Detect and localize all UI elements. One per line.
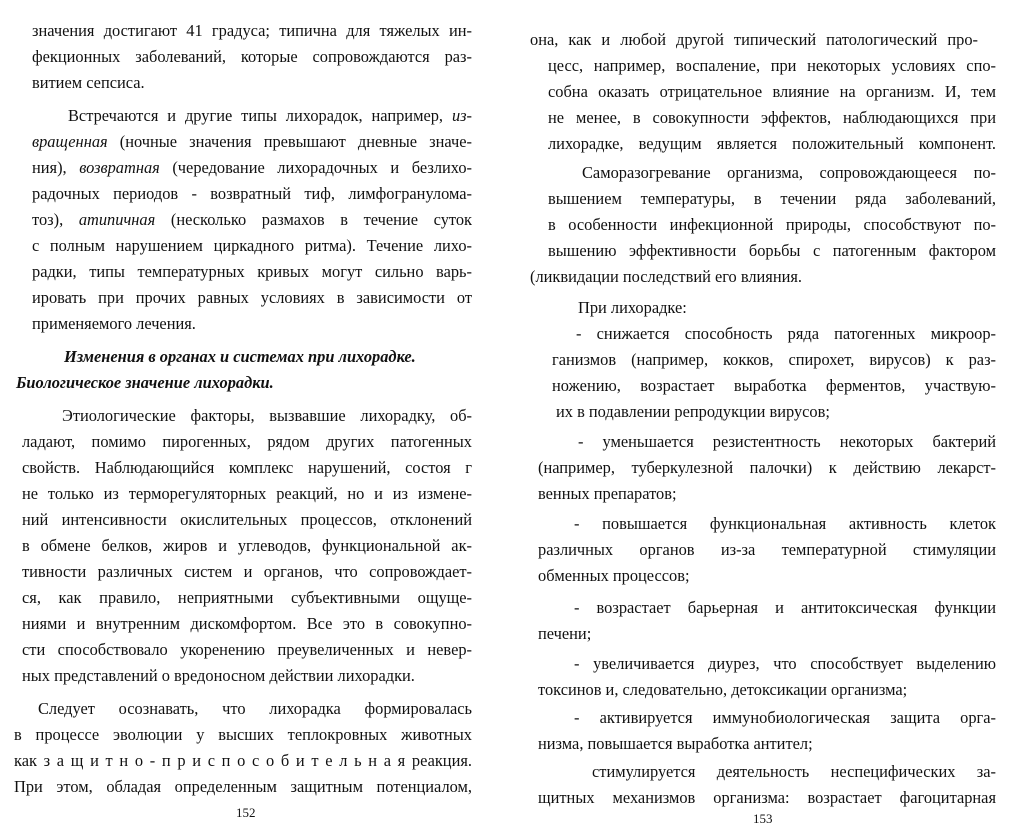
list-item: - возрастает барьерная и антитоксическая функции bbox=[574, 598, 996, 617]
text-line: Встречаются и другие типы лихорадок, например, из- bbox=[68, 106, 472, 125]
text-line: При этом, обладая определенным защитным потенциалом, bbox=[14, 777, 472, 796]
text-line: как з а щ и т н о - п р и с п о с о б и т е л ь н а я реакция. bbox=[14, 751, 472, 770]
text-line: свойств. Наблюдающийся комплекс нарушений, состоя г bbox=[22, 458, 472, 477]
text-line: ний интенсивности окислительных процессов, отклонений bbox=[22, 510, 472, 529]
text-line: вращенная (ночные значения превышают дневные значе- bbox=[32, 132, 472, 151]
list-item: - повышается функциональная активность клеток bbox=[574, 514, 996, 533]
page-number: 153 bbox=[753, 811, 773, 826]
list-item: - активируется иммунобиологическая защита орга- bbox=[574, 708, 996, 727]
text-line: не только из терморегуляторных реакций, но и из измене- bbox=[22, 484, 472, 503]
text-line: их в подавлении репродукции вирусов; bbox=[556, 402, 830, 421]
text-line: токсинов и, следовательно, детоксикации организма; bbox=[538, 680, 908, 699]
text-line: Саморазогревание организма, сопровождающееся по- bbox=[582, 163, 996, 182]
right-page bbox=[512, 0, 1024, 839]
text-line: тивности различных систем и органов, что сопровождает- bbox=[22, 562, 472, 581]
text-line: ных представлений о вредоносном действии лихорадки. bbox=[22, 666, 415, 685]
text-line: она, как и любой другой типический патологический про- bbox=[530, 30, 978, 49]
text-line: витием сепсиса. bbox=[32, 73, 145, 92]
text-line: щитных механизмов организма: возрастает фагоцитарная bbox=[538, 788, 996, 807]
text-line: (например, туберкулезной палочки) к действию лекарст- bbox=[538, 458, 996, 477]
text-line: печени; bbox=[538, 624, 592, 643]
text-line: применяемого лечения. bbox=[32, 314, 196, 333]
section-heading: Изменения в органах и системах при лихорадке. bbox=[64, 347, 416, 366]
text-line: ганизмов (например, кокков, спирохет, вирусов) к раз- bbox=[552, 350, 996, 369]
text-line: ножению, возрастает выработка ферментов, участвую- bbox=[552, 376, 996, 395]
text-line: низма, повышается выработка антител; bbox=[538, 734, 813, 753]
text-line: ния), возвратная (чередование лихорадочных и безлихо- bbox=[32, 158, 472, 177]
text-line: тоз), атипичная (несколько размахов в течение суток bbox=[32, 210, 472, 229]
text-line: собна оказать отрицательное влияние на организм. И, тем bbox=[548, 82, 996, 101]
text-line: ниями и внутренним дискомфортом. Все это в совокупно- bbox=[22, 614, 472, 633]
page-number: 152 bbox=[236, 805, 256, 820]
text-line: вышению эффективности борьбы с патогенным фактором bbox=[548, 241, 996, 260]
text-line: Этиологические факторы, вызвавшие лихорадку, об- bbox=[62, 406, 472, 425]
text-line: (ликвидации последствий его влияния. bbox=[530, 267, 803, 286]
list-item: - увеличивается диурез, что способствует выделению bbox=[574, 654, 996, 673]
text-line: значения достигают 41 градуса; типична для тяжелых ин- bbox=[32, 21, 472, 40]
text-line: в процессе эволюции у высших теплокровных животных bbox=[14, 725, 472, 744]
text-line: ладают, помимо пирогенных, рядом других патогенных bbox=[22, 432, 472, 451]
text-line: ся, как правило, неприятными субъективными ощуще- bbox=[22, 588, 472, 607]
text-line: радочных периодов - возвратный тиф, лимфогранулома- bbox=[32, 184, 472, 203]
text-line: ировать при прочих равных условиях в зависимости от bbox=[32, 288, 472, 307]
list-item: - уменьшается резистентность некоторых бактерий bbox=[578, 432, 996, 451]
text-line: цесс, например, воспаление, при некоторых условиях спо- bbox=[548, 56, 996, 75]
text-line: обменных процессов; bbox=[538, 566, 690, 585]
text-line: вышением температуры, в течении ряда заболеваний, bbox=[548, 189, 996, 208]
list-item: - снижается способность ряда патогенных микроор- bbox=[576, 324, 996, 343]
text-line: различных органов из-за температурной стимуляции bbox=[538, 540, 996, 559]
text-line: Следует осознавать, что лихорадка формировалась bbox=[38, 699, 472, 718]
text-line: с полным нарушением циркадного ритма). Течение лихо- bbox=[32, 236, 472, 255]
list-item: стимулируется деятельность неспецифических за- bbox=[592, 762, 996, 781]
text-line: лихорадке, ведущим является положительный компонент. bbox=[548, 134, 996, 153]
text-line: сти способствовало укоренению преувеличенных и невер- bbox=[22, 640, 472, 659]
left-page bbox=[0, 0, 500, 839]
text-line: фекционных заболеваний, которые сопровождаются раз- bbox=[32, 47, 472, 66]
text-line: радки, типы температурных кривых могут сильно варь- bbox=[32, 262, 472, 281]
text-line: При лихорадке: bbox=[578, 298, 687, 317]
text-line: не менее, в совокупности эффектов, наблюдающихся при bbox=[548, 108, 996, 127]
text-line: в особенности инфекционной природы, способствуют по- bbox=[548, 215, 996, 234]
text-line: венных препаратов; bbox=[538, 484, 677, 503]
section-heading: Биологическое значение лихорадки. bbox=[16, 373, 274, 392]
text-line: в обмене белков, жиров и углеводов, функциональной ак- bbox=[22, 536, 472, 555]
